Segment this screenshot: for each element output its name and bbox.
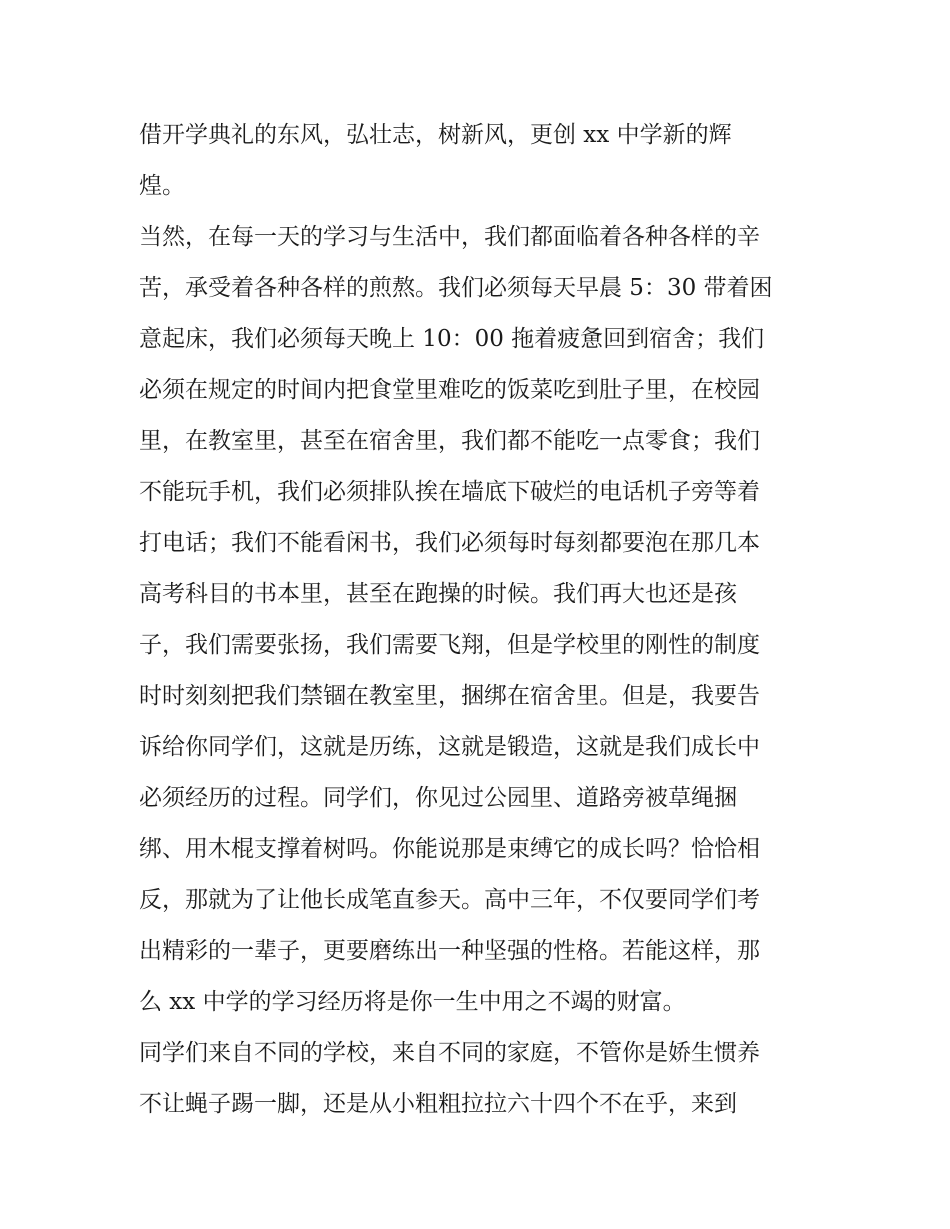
text-line: 么 xx 中学的学习经历将是你一生中用之不竭的财富。 [139,989,686,1015]
text-line: 苦，承受着各种各样的煎熬。我们必须每天早晨 5：30 带着困 [139,275,773,301]
text-line: 时时刻刻把我们禁锢在教室里，捆绑在宿舍里。但是，我要告 [139,683,760,709]
text-line: 必须在规定的时间内把食堂里难吃的饭菜吃到肚子里，在校园 [139,377,760,403]
text-line: 不让蝇子踢一脚，还是从小粗粗拉拉六十四个不在乎，来到 [139,1091,737,1117]
text-line: 出精彩的一辈子，更要磨练出一种坚强的性格。若能这样，那 [139,938,760,964]
text-line: 当然，在每一天的学习与生活中，我们都面临着各种各样的辛 [139,224,760,250]
text-line: 必须经历的过程。同学们，你见过公园里、道路旁被草绳捆 [139,785,737,811]
text-line: 子，我们需要张扬，我们需要飞翔，但是学校里的刚性的制度 [139,632,760,658]
text-line: 意起床，我们必须每天晚上 10：00 拖着疲惫回到宿舍；我们 [139,326,765,352]
text-line: 打电话；我们不能看闲书，我们必须每时每刻都要泡在那几本 [139,530,760,556]
text-line: 不能玩手机，我们必须排队挨在墙底下破烂的电话机子旁等着 [139,479,760,505]
text-line: 同学们来自不同的学校，来自不同的家庭，不管你是娇生惯养 [139,1040,760,1066]
text-line: 煌。 [139,173,185,199]
text-line: 里，在教室里，甚至在宿舍里，我们都不能吃一点零食；我们 [139,428,760,454]
text-line: 反，那就为了让他长成笔直参天。高中三年，不仅要同学们考 [139,887,760,913]
text-line: 借开学典礼的东风，弘壮志，树新风，更创 xx 中学新的辉 [139,122,732,148]
text-line: 绑、用木棍支撑着树吗。你能说那是束缚它的成长吗？恰恰相 [139,836,760,862]
text-line: 诉给你同学们，这就是历练，这就是锻造，这就是我们成长中 [139,734,760,760]
document-body [139,110,819,1130]
text-line: 高考科目的书本里，甚至在跑操的时候。我们再大也还是孩 [139,581,737,607]
